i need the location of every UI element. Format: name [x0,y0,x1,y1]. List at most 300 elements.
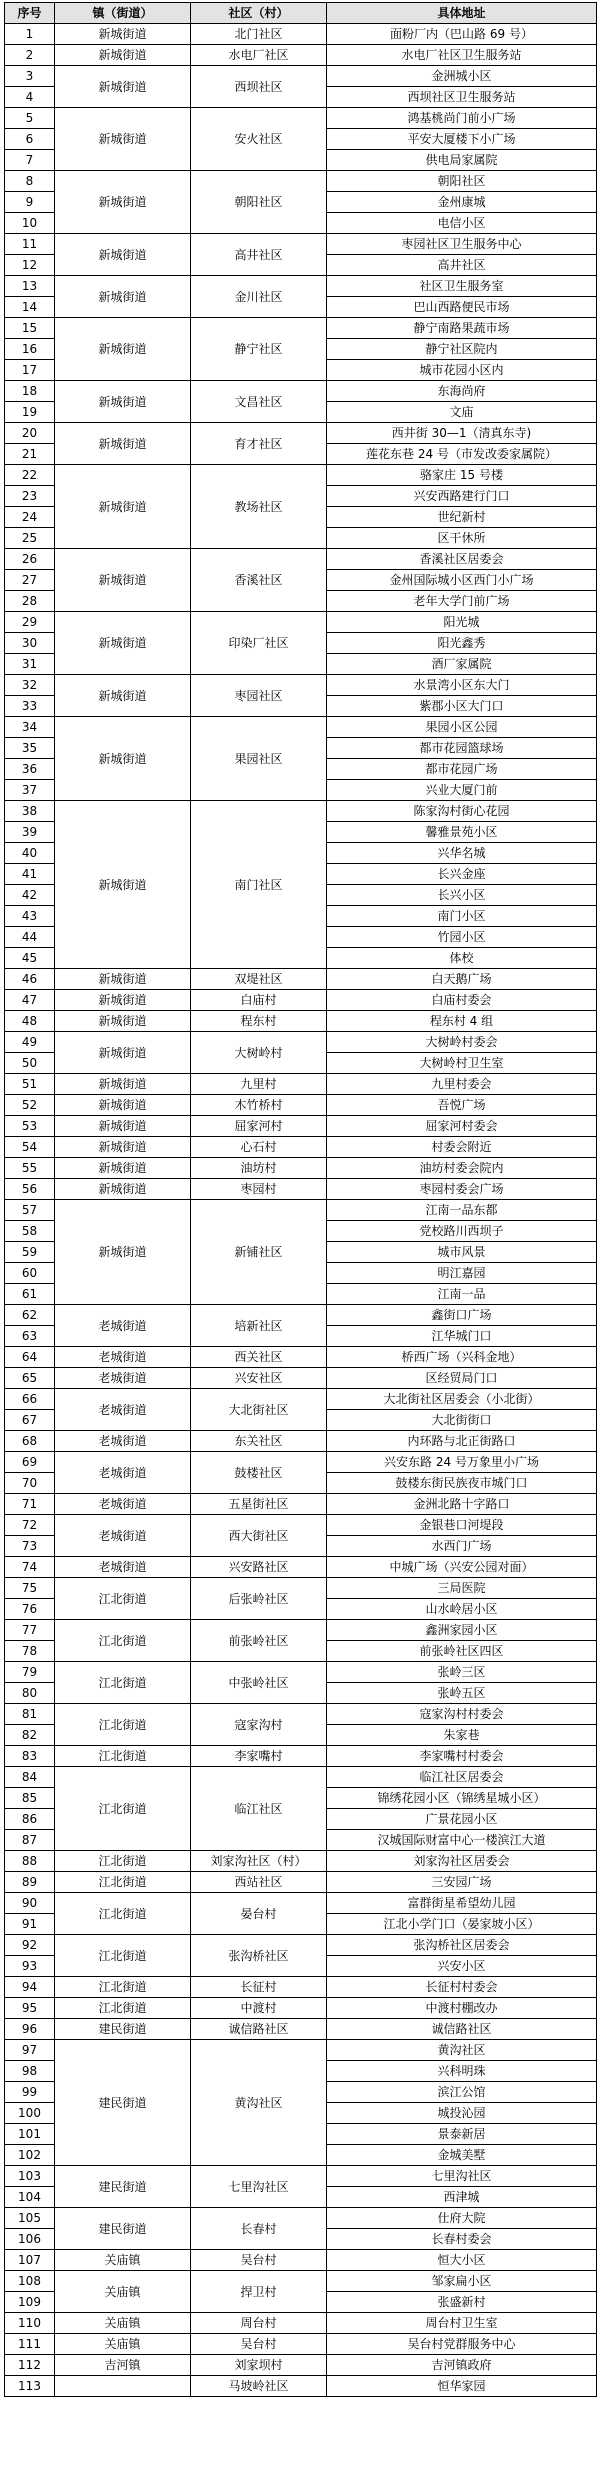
cell-address: 区干休所 [327,528,597,549]
cell-town: 江北街道 [55,1767,191,1851]
table-row [5,1893,597,1914]
cell-community: 西大街社区 [191,1515,327,1557]
table-row [5,2019,597,2040]
cell-seq: 113 [5,2376,55,2397]
cell-address: 广景花园小区 [327,1809,597,1830]
cell-community: 寇家沟村 [191,1704,327,1746]
cell-town: 新城街道 [55,801,191,969]
cell-address: 油坊村委会院内 [327,1158,597,1179]
cell-seq: 97 [5,2040,55,2061]
cell-seq: 46 [5,969,55,990]
cell-seq: 14 [5,297,55,318]
cell-seq: 32 [5,675,55,696]
cell-seq: 57 [5,1200,55,1221]
cell-community: 五星街社区 [191,1494,327,1515]
cell-address: 城市风景 [327,1242,597,1263]
cell-seq: 17 [5,360,55,381]
cell-address: 程东村 4 组 [327,1011,597,1032]
cell-community: 中渡村 [191,1998,327,2019]
table-row [5,45,597,66]
cell-address: 莲花东巷 24 号（市发改委家属院） [327,444,597,465]
cell-address: 中城广场（兴安公园对面） [327,1557,597,1578]
cell-seq: 7 [5,150,55,171]
cell-address: 恒大小区 [327,2250,597,2271]
cell-address: 寇家沟村村委会 [327,1704,597,1725]
cell-town: 江北街道 [55,1578,191,1620]
cell-town: 老城街道 [55,1515,191,1557]
cell-seq: 28 [5,591,55,612]
cell-community: 双堤社区 [191,969,327,990]
cell-community: 西关社区 [191,1347,327,1368]
cell-seq: 9 [5,192,55,213]
cell-community: 枣园村 [191,1179,327,1200]
cell-address: 馨雅景苑小区 [327,822,597,843]
table-row [5,2313,597,2334]
cell-address: 竹园小区 [327,927,597,948]
cell-address: 兴华名城 [327,843,597,864]
cell-community: 朝阳社区 [191,171,327,234]
cell-seq: 22 [5,465,55,486]
cell-seq: 79 [5,1662,55,1683]
cell-address: 阳光鑫秀 [327,633,597,654]
table-row [5,1368,597,1389]
cell-address: 张沟桥社区居委会 [327,1935,597,1956]
table-row [5,2208,597,2229]
cell-community: 黄沟社区 [191,2040,327,2166]
cell-town: 新城街道 [55,45,191,66]
cell-seq: 66 [5,1389,55,1410]
cell-address: 巴山西路便民市场 [327,297,597,318]
cell-seq: 18 [5,381,55,402]
cell-address: 陈家沟村街心花园 [327,801,597,822]
table-row [5,1095,597,1116]
table-row [5,1872,597,1893]
table-row [5,465,597,486]
cell-address: 东海尚府 [327,381,597,402]
cell-address: 区经贸局门口 [327,1368,597,1389]
cell-town: 关庙镇 [55,2334,191,2355]
cell-town: 新城街道 [55,675,191,717]
cell-address: 兴业大厦门前 [327,780,597,801]
cell-seq: 62 [5,1305,55,1326]
cell-community: 李家嘴村 [191,1746,327,1767]
cell-address: 枣园村委会广场 [327,1179,597,1200]
cell-address: 都市花园篮球场 [327,738,597,759]
cell-community: 高井社区 [191,234,327,276]
cell-address: 江南一品 [327,1284,597,1305]
cell-address: 屈家河村委会 [327,1116,597,1137]
table-row [5,549,597,570]
cell-town: 新城街道 [55,969,191,990]
cell-address: 村委会附近 [327,1137,597,1158]
cell-seq: 59 [5,1242,55,1263]
cell-address: 骆家庄 15 号楼 [327,465,597,486]
cell-seq: 85 [5,1788,55,1809]
table-row [5,1704,597,1725]
cell-seq: 26 [5,549,55,570]
cell-address: 张盛新村 [327,2292,597,2313]
cell-community: 吴台村 [191,2334,327,2355]
cell-address: 大北街社区居委会（小北街） [327,1389,597,1410]
cell-community: 南门社区 [191,801,327,969]
cell-seq: 99 [5,2082,55,2103]
cell-community: 香溪社区 [191,549,327,612]
cell-community: 心石村 [191,1137,327,1158]
cell-address: 明江嘉园 [327,1263,597,1284]
cell-town: 建民街道 [55,2019,191,2040]
cell-seq: 11 [5,234,55,255]
cell-town: 新城街道 [55,1011,191,1032]
cell-seq: 1 [5,24,55,45]
cell-address: 江南一品东都 [327,1200,597,1221]
cell-town: 新城街道 [55,1074,191,1095]
cell-address: 兴科明珠 [327,2061,597,2082]
cell-seq: 94 [5,1977,55,1998]
cell-address: 长春村委会 [327,2229,597,2250]
table-row [5,1431,597,1452]
cell-address: 紫郡小区大门口 [327,696,597,717]
cell-community: 安火社区 [191,108,327,171]
cell-seq: 73 [5,1536,55,1557]
cell-address: 长兴小区 [327,885,597,906]
cell-address: 景泰新居 [327,2124,597,2145]
header-address: 具体地址 [327,3,597,24]
cell-address: 锦绣花园小区（锦绣星城小区） [327,1788,597,1809]
cell-seq: 5 [5,108,55,129]
cell-seq: 52 [5,1095,55,1116]
cell-town: 江北街道 [55,1704,191,1746]
cell-address: 吴台村党群服务中心 [327,2334,597,2355]
table-row [5,171,597,192]
cell-community: 水电厂社区 [191,45,327,66]
cell-address: 西坝社区卫生服务站 [327,87,597,108]
cell-seq: 13 [5,276,55,297]
cell-seq: 91 [5,1914,55,1935]
cell-community: 吴台村 [191,2250,327,2271]
cell-address: 临江社区居委会 [327,1767,597,1788]
cell-town: 建民街道 [55,2208,191,2250]
cell-seq: 50 [5,1053,55,1074]
header-town: 镇（街道） [55,3,191,24]
document-page [4,2,596,2482]
cell-town: 江北街道 [55,1620,191,1662]
cell-town: 新城街道 [55,234,191,276]
cell-seq: 102 [5,2145,55,2166]
cell-address: 富群街星希望幼儿园 [327,1893,597,1914]
cell-town: 老城街道 [55,1347,191,1368]
cell-seq: 56 [5,1179,55,1200]
cell-town: 新城街道 [55,549,191,612]
cell-town: 建民街道 [55,2040,191,2166]
cell-seq: 96 [5,2019,55,2040]
cell-address: 朱家巷 [327,1725,597,1746]
header-row [5,3,597,24]
cell-town: 新城街道 [55,1116,191,1137]
cell-seq: 90 [5,1893,55,1914]
cell-seq: 76 [5,1599,55,1620]
cell-community: 九里村 [191,1074,327,1095]
cell-community: 捍卫村 [191,2271,327,2313]
cell-address: 金州国际城小区西门小广场 [327,570,597,591]
cell-address: 张岭三区 [327,1662,597,1683]
cell-seq: 43 [5,906,55,927]
cell-seq: 81 [5,1704,55,1725]
cell-seq: 15 [5,318,55,339]
cell-town: 新城街道 [55,465,191,549]
cell-seq: 111 [5,2334,55,2355]
cell-town: 新城街道 [55,717,191,801]
cell-address: 大树岭村卫生室 [327,1053,597,1074]
cell-seq: 48 [5,1011,55,1032]
cell-seq: 33 [5,696,55,717]
table-row [5,1137,597,1158]
cell-address: 党校路川西坝子 [327,1221,597,1242]
cell-address: 吉河镇政府 [327,2355,597,2376]
cell-seq: 83 [5,1746,55,1767]
cell-town: 江北街道 [55,1662,191,1704]
cell-address: 兴安西路建行门口 [327,486,597,507]
cell-address: 香溪社区居委会 [327,549,597,570]
cell-seq: 86 [5,1809,55,1830]
cell-community: 长征村 [191,1977,327,1998]
cell-seq: 61 [5,1284,55,1305]
table-row [5,2376,597,2397]
cell-town: 新城街道 [55,423,191,465]
table-row [5,66,597,87]
cell-town: 江北街道 [55,1935,191,1977]
cell-seq: 30 [5,633,55,654]
cell-address: 西井街 30—1（清真东寺) [327,423,597,444]
cell-town [55,2376,191,2397]
cell-seq: 35 [5,738,55,759]
table-row [5,2334,597,2355]
cell-address: 西津城 [327,2187,597,2208]
cell-community: 兴安社区 [191,1368,327,1389]
cell-town: 吉河镇 [55,2355,191,2376]
table-row [5,1578,597,1599]
cell-community: 金川社区 [191,276,327,318]
cell-address: 都市花园广场 [327,759,597,780]
cell-seq: 34 [5,717,55,738]
cell-address: 江华城门口 [327,1326,597,1347]
cell-seq: 72 [5,1515,55,1536]
cell-town: 建民街道 [55,2166,191,2208]
table-row [5,612,597,633]
table-row [5,1620,597,1641]
cell-community: 诚信路社区 [191,2019,327,2040]
cell-community: 七里沟社区 [191,2166,327,2208]
cell-address: 九里村委会 [327,1074,597,1095]
table-row [5,1032,597,1053]
cell-seq: 103 [5,2166,55,2187]
table-row [5,1557,597,1578]
cell-address: 静宁南路果蔬市场 [327,318,597,339]
cell-community: 后张岭社区 [191,1578,327,1620]
cell-community: 中张岭社区 [191,1662,327,1704]
table-row [5,990,597,1011]
cell-community: 大树岭村 [191,1032,327,1074]
cell-address: 静宁社区院内 [327,339,597,360]
cell-town: 新城街道 [55,1179,191,1200]
cell-address: 鑫街口广场 [327,1305,597,1326]
cell-community: 西站社区 [191,1872,327,1893]
cell-seq: 107 [5,2250,55,2271]
cell-seq: 49 [5,1032,55,1053]
cell-seq: 88 [5,1851,55,1872]
cell-seq: 20 [5,423,55,444]
cell-address: 枣园社区卫生服务中心 [327,234,597,255]
table-row [5,234,597,255]
cell-seq: 25 [5,528,55,549]
cell-town: 老城街道 [55,1305,191,1347]
cell-town: 新城街道 [55,990,191,1011]
cell-seq: 74 [5,1557,55,1578]
cell-seq: 39 [5,822,55,843]
cell-seq: 47 [5,990,55,1011]
cell-seq: 53 [5,1116,55,1137]
cell-address: 电信小区 [327,213,597,234]
cell-town: 江北街道 [55,1977,191,1998]
cell-town: 江北街道 [55,1746,191,1767]
cell-town: 关庙镇 [55,2313,191,2334]
cell-seq: 29 [5,612,55,633]
cell-address: 鸿基桃尚门前小广场 [327,108,597,129]
cell-seq: 69 [5,1452,55,1473]
cell-town: 江北街道 [55,1893,191,1935]
cell-town: 新城街道 [55,1032,191,1074]
cell-town: 新城街道 [55,1158,191,1179]
cell-seq: 8 [5,171,55,192]
cell-seq: 68 [5,1431,55,1452]
cell-community: 兴安路社区 [191,1557,327,1578]
cell-community: 北门社区 [191,24,327,45]
cell-address: 城投沁园 [327,2103,597,2124]
table-row [5,1116,597,1137]
table-row [5,1662,597,1683]
cell-community: 教场社区 [191,465,327,549]
cell-town: 江北街道 [55,1872,191,1893]
cell-address: 金洲城小区 [327,66,597,87]
cell-seq: 12 [5,255,55,276]
cell-town: 新城街道 [55,1137,191,1158]
cell-seq: 60 [5,1263,55,1284]
cell-seq: 41 [5,864,55,885]
table-row [5,2355,597,2376]
cell-address: 面粉厂内（巴山路 69 号） [327,24,597,45]
table-row [5,1389,597,1410]
cell-community: 临江社区 [191,1767,327,1851]
cell-address: 鼓楼东街民族夜市城门口 [327,1473,597,1494]
cell-address: 果园小区公园 [327,717,597,738]
cell-community: 培新社区 [191,1305,327,1347]
cell-town: 老城街道 [55,1431,191,1452]
cell-address: 水西门广场 [327,1536,597,1557]
table-row [5,108,597,129]
table-row [5,2271,597,2292]
cell-address: 大北街街口 [327,1410,597,1431]
cell-address: 三局医院 [327,1578,597,1599]
cell-seq: 42 [5,885,55,906]
cell-address: 白天鹅广场 [327,969,597,990]
cell-seq: 63 [5,1326,55,1347]
cell-address: 体校 [327,948,597,969]
table-row [5,423,597,444]
cell-seq: 92 [5,1935,55,1956]
cell-seq: 24 [5,507,55,528]
table-row [5,318,597,339]
table-row [5,1305,597,1326]
cell-address: 酒厂家属院 [327,654,597,675]
cell-town: 新城街道 [55,108,191,171]
table-row [5,1998,597,2019]
cell-address: 朝阳社区 [327,171,597,192]
cell-address: 阳光城 [327,612,597,633]
cell-address: 刘家沟社区居委会 [327,1851,597,1872]
cell-seq: 54 [5,1137,55,1158]
cell-seq: 106 [5,2229,55,2250]
cell-seq: 64 [5,1347,55,1368]
cell-address: 三安园广场 [327,1872,597,1893]
cell-address: 江北小学门口（晏家坡小区） [327,1914,597,1935]
cell-address: 兴安小区 [327,1956,597,1977]
cell-address: 鑫洲家园小区 [327,1620,597,1641]
cell-seq: 87 [5,1830,55,1851]
cell-address: 李家嘴村村委会 [327,1746,597,1767]
cell-seq: 80 [5,1683,55,1704]
table-row [5,1977,597,1998]
cell-community: 果园社区 [191,717,327,801]
cell-address: 白庙村委会 [327,990,597,1011]
cell-community: 刘家沟社区（村） [191,1851,327,1872]
cell-community: 新铺社区 [191,1200,327,1305]
cell-town: 新城街道 [55,381,191,423]
table-row [5,717,597,738]
cell-community: 木竹桥村 [191,1095,327,1116]
cell-community: 育才社区 [191,423,327,465]
cell-community: 油坊村 [191,1158,327,1179]
cell-town: 老城街道 [55,1494,191,1515]
cell-address: 吾悦广场 [327,1095,597,1116]
cell-address: 金洲北路十字路口 [327,1494,597,1515]
cell-town: 江北街道 [55,1998,191,2019]
cell-address: 长征村村委会 [327,1977,597,1998]
cell-town: 关庙镇 [55,2250,191,2271]
cell-community: 白庙村 [191,990,327,1011]
cell-community: 东关社区 [191,1431,327,1452]
cell-address: 张岭五区 [327,1683,597,1704]
cell-seq: 75 [5,1578,55,1599]
cell-address: 金银巷口河堤段 [327,1515,597,1536]
cell-seq: 44 [5,927,55,948]
cell-community: 鼓楼社区 [191,1452,327,1494]
cell-seq: 78 [5,1641,55,1662]
cell-seq: 77 [5,1620,55,1641]
cell-community: 印染厂社区 [191,612,327,675]
cell-address: 城市花园小区内 [327,360,597,381]
cell-address: 邹家扁小区 [327,2271,597,2292]
cell-address: 南门小区 [327,906,597,927]
cell-town: 新城街道 [55,1095,191,1116]
cell-address: 前张岭社区四区 [327,1641,597,1662]
cell-address: 诚信路社区 [327,2019,597,2040]
cell-seq: 45 [5,948,55,969]
cell-town: 老城街道 [55,1557,191,1578]
cell-seq: 58 [5,1221,55,1242]
cell-seq: 105 [5,2208,55,2229]
cell-community: 刘家坝村 [191,2355,327,2376]
cell-address: 兴安东路 24 号万象里小广场 [327,1452,597,1473]
cell-address: 金州康城 [327,192,597,213]
